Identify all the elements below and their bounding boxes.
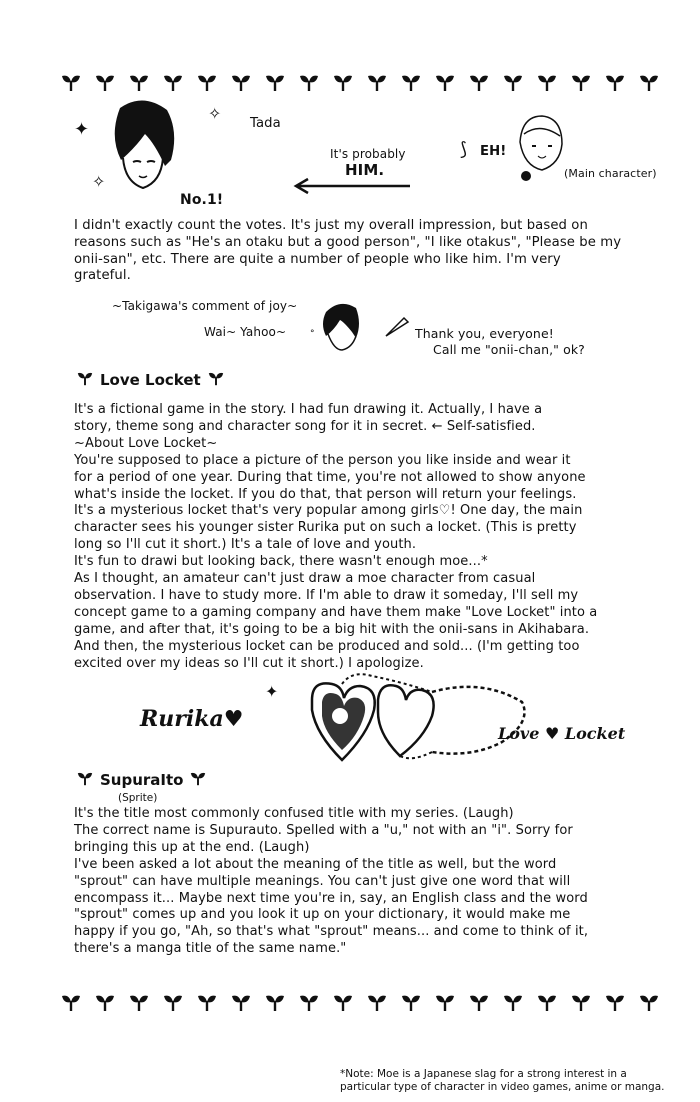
paragraph-line: encompass it... Maybe next time you're in, say, an English class and the word [74,890,588,906]
sprout-icon [638,72,660,96]
paragraph-line: It's the title most commonly confused title with my series. (Laugh) [74,806,514,821]
paragraph-line: happy if you go, "Ah, so that's what "sprout" means... and come to think of it, [74,924,589,940]
eh-text: EH! [480,144,507,159]
svg-text:°: ° [310,329,315,339]
sprout-icon [298,992,320,1016]
him-text: HIM. [345,161,385,179]
footnote-line: particular type of character in video games, anime or manga. [340,1081,665,1093]
paragraph-line: "sprout" can have multiple meanings. You can't just give one word that will [74,873,571,889]
paragraph-line: It's a fictional game in the story. I had fun drawing it. Actually, I have a [74,402,543,417]
sprout-icon [434,992,456,1016]
sprout-icon [60,72,82,96]
sprout-icon [196,992,218,1016]
sprout-icon [502,72,524,96]
paragraph-line: reasons such as "He's an otaku but a good person", "I like otakus", "Please be my [74,234,622,250]
takigawa-chibi [304,296,414,356]
paragraph-line: concept game to a gaming company and have them make "Love Locket" into a [74,604,598,620]
paragraph-line: It's a mysterious locket that's very popular among girls♡! One day, the main [74,503,583,519]
sprout-icon [76,770,94,790]
footnote [340,1068,664,1094]
sprout-icon [230,72,252,96]
paragraph-line: ~About Love Locket~ [74,435,218,451]
paragraph-line: I didn't exactly count the votes. It's just my overall impression, but based on [74,218,588,233]
top-paragraph [74,218,674,285]
main-character-label: (Main character) [564,167,657,180]
sprout-icon [502,992,524,1016]
sprout-icon [76,370,94,390]
sprout-icon [366,72,388,96]
sprout-icon [230,992,252,1016]
supuraito-paragraph [74,806,674,958]
sprout-icon [332,992,354,1016]
tada-text: Tada [250,116,281,131]
paragraph-line: onii-san", etc. There are quite a number of people who like him. I'm very [74,251,561,267]
sparkle-icon: ✧ [92,172,106,191]
sprout-icon [638,992,660,1016]
supuraito-heading-text: SupuraIto [100,771,184,789]
no1-label: No.1! [180,192,224,208]
sprout-icon [434,72,456,96]
paragraph-line: for a period of one year. During that time, you're not allowed to show anyone [74,469,586,485]
comment-title: ~Takigawa's comment of joy~ [112,299,298,313]
sprout-icon [570,72,592,96]
shock-icon: ⟆ [460,139,468,160]
sprout-icon [400,72,422,96]
paragraph-line: It's fun to drawi but looking back, there wasn't enough moe...* [74,554,488,570]
paragraph-line: long so I'll cut it short.) It's a tale of love and youth. [74,537,417,553]
paragraph-line: "sprout" comes up and you look it up on your dictionary, it would make me [74,907,571,923]
takigawa-portrait [95,96,190,196]
love-locket-paragraph [74,402,674,673]
wai-text: Wai~ Yahoo~ [204,325,287,339]
sprout-icon [94,72,116,96]
paragraph-line: As I thought, an amateur can't just draw a moe character from casual [74,571,536,587]
sparkle-icon: ✦ [74,119,90,140]
sparkle-icon: ✧ [208,104,222,123]
thanks-line2: Call me "onii-chan," ok? [433,342,585,357]
sprout-icon [366,992,388,1016]
sprout-icon [94,992,116,1016]
supuraito-sub: (Sprite) [118,792,158,804]
main-character-portrait [512,112,570,184]
sprout-icon [400,992,422,1016]
sprout-border-bottom [60,992,660,1016]
sprout-icon [128,72,150,96]
paragraph-line: grateful. [74,268,131,284]
supuraito-heading [76,770,207,790]
probably-text: It's probably [330,147,406,161]
arrow-left-icon [292,176,412,196]
sprout-icon [189,770,207,790]
sprout-icon [162,72,184,96]
sprout-icon [264,992,286,1016]
sprout-icon [162,992,184,1016]
sprout-icon [604,992,626,1016]
paragraph-line: You're supposed to place a picture of the person you like inside and wear it [74,452,571,468]
sprout-icon [298,72,320,96]
sprout-icon [332,72,354,96]
thanks-line1: Thank you, everyone! [415,326,554,341]
love-locket-label: Love ♥ Locket [498,724,626,743]
paragraph-line: character sees his younger sister Rurika put on such a locket. (This is pretty [74,520,577,536]
paragraph-line: The correct name is Supurauto. Spelled with a "u," not with an "i". Sorry for [74,822,573,838]
footnote-line: *Note: Moe is a Japanese slag for a strong interest in a [340,1068,627,1080]
paragraph-line: game, and after that, it's going to be a big hit with the onii-sans in Akihabara. [74,621,590,637]
sprout-icon [536,992,558,1016]
paragraph-line: excited over my ideas so I'll cut it short.) I apologize. [74,655,424,671]
sprout-icon [128,992,150,1016]
paragraph-line: I've been asked a lot about the meaning of the title as well, but the word [74,856,557,872]
sprout-icon [570,992,592,1016]
sprout-icon [468,72,490,96]
sprout-border-top [60,72,660,96]
paragraph-line: observation. I have to study more. If I'm able to draw it someday, I'll sell my [74,587,579,603]
love-locket-heading [76,370,225,390]
sparkle-icon: ✦ [265,682,279,701]
sprout-icon [604,72,626,96]
paragraph-line: bringing this up at the end. (Laugh) [74,839,310,855]
paragraph-line: there's a manga title of the same name." [74,941,347,957]
locket-illustration [282,672,642,772]
sprout-icon [264,72,286,96]
paragraph-line: story, theme song and character song for it in secret. ← Self-satisfied. [74,418,536,434]
sprout-icon [468,992,490,1016]
sprout-icon [60,992,82,1016]
sprout-icon [207,370,225,390]
sprout-icon [196,72,218,96]
paragraph-line: And then, the mysterious locket can be produced and sold... (I'm getting too [74,638,580,654]
paragraph-line: what's inside the locket. If you do that, that person will return your feelings. [74,486,577,502]
rurika-label: Rurika♥ [140,706,244,732]
love-locket-heading-text: Love Locket [100,371,201,389]
sprout-icon [536,72,558,96]
